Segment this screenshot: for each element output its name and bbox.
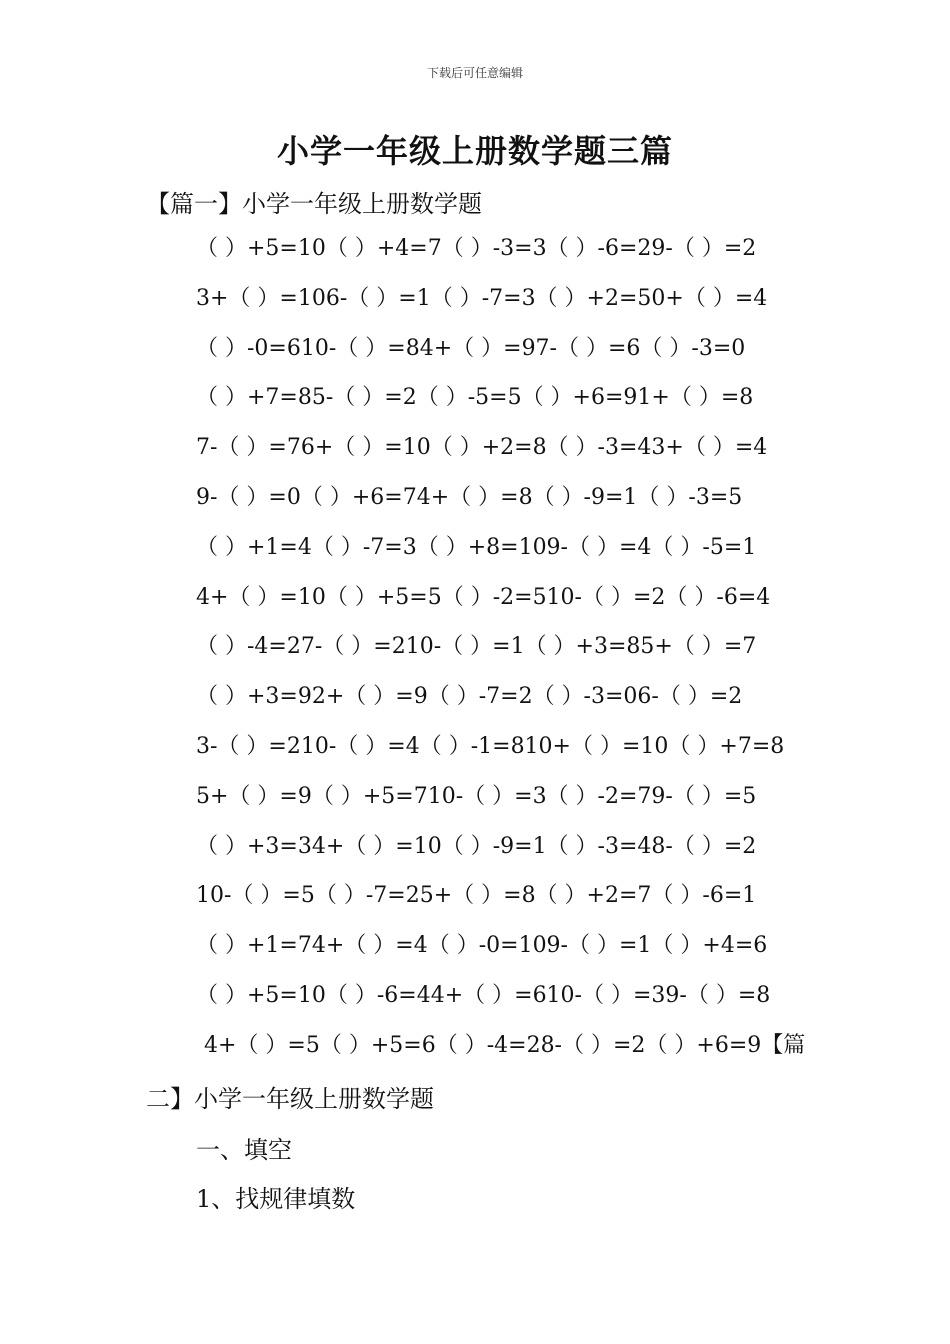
exercise-line: 7-（ ）=76+（ ）=10（ ）+2=8（ ）-3=43+（ ）=4 — [196, 435, 768, 461]
exercise-line: （ ）+5=10（ ）+4=7（ ）-3=3（ ）-6=29-（ ）=2 — [196, 236, 757, 261]
exercise-line: （ ）+1=4（ ）-7=3（ ）+8=109-（ ）=4（ ）-5=1 — [196, 534, 757, 560]
page-header: 下载后可任意编辑 — [426, 66, 523, 80]
exercise-line: 10-（ ）=5（ ）-7=25+（ ）=8（ ）+2=7（ ）-6=1 — [196, 883, 757, 909]
sub-heading-fill-blank: 一、填空 — [196, 1136, 292, 1164]
exercise-lines — [196, 230, 816, 1077]
exercise-line: （ ）+5=10（ ）-6=44+（ ）=610-（ ）=39-（ ）=8 — [196, 982, 771, 1008]
exercise-line: 4+（ ）=5（ ）+5=6（ ）-4=28-（ ）=2（ ）+6=9【篇 — [204, 1032, 806, 1058]
section-heading-2: 二】小学一年级上册数学题 — [146, 1085, 434, 1113]
exercise-line: （ ）-4=27-（ ）=210-（ ）=1（ ）+3=85+（ ）=7 — [196, 634, 757, 660]
exercise-line: （ ）+3=92+（ ）=9（ ）-7=2（ ）-3=06-（ ）=2 — [196, 684, 743, 710]
section-heading-1: 【篇一】小学一年级上册数学题 — [146, 190, 482, 218]
exercise-line: （ ）+7=85-（ ）=2（ ）-5=5（ ）+6=91+（ ）=8 — [196, 385, 754, 411]
exercise-line: 9-（ ）=0（ ）+6=74+（ ）=8（ ）-9=1（ ）-3=5 — [196, 484, 743, 510]
exercise-line: （ ）+1=74+（ ）=4（ ）-0=109-（ ）=1（ ）+4=6 — [196, 933, 768, 959]
page-title: 小学一年级上册数学题三篇 — [276, 132, 673, 170]
exercise-line: （ ）+3=34+（ ）=10（ ）-9=1（ ）-3=48-（ ）=2 — [196, 833, 757, 859]
exercise-line: 3+（ ）=106-（ ）=1（ ）-7=3（ ）+2=50+（ ）=4 — [196, 285, 768, 311]
exercise-line: 3-（ ）=210-（ ）=4（ ）-1=810+（ ）=10（ ）+7=8 — [196, 733, 785, 759]
exercise-line: 4+（ ）=10（ ）+5=5（ ）-2=510-（ ）=2（ ）-6=4 — [196, 584, 771, 610]
exercise-line: （ ）-0=610-（ ）=84+（ ）=97-（ ）=6（ ）-3=0 — [196, 335, 746, 361]
sub-heading-pattern: 1、找规律填数 — [196, 1185, 356, 1213]
exercise-line: 5+（ ）=9（ ）+5=710-（ ）=3（ ）-2=79-（ ）=5 — [196, 783, 757, 809]
